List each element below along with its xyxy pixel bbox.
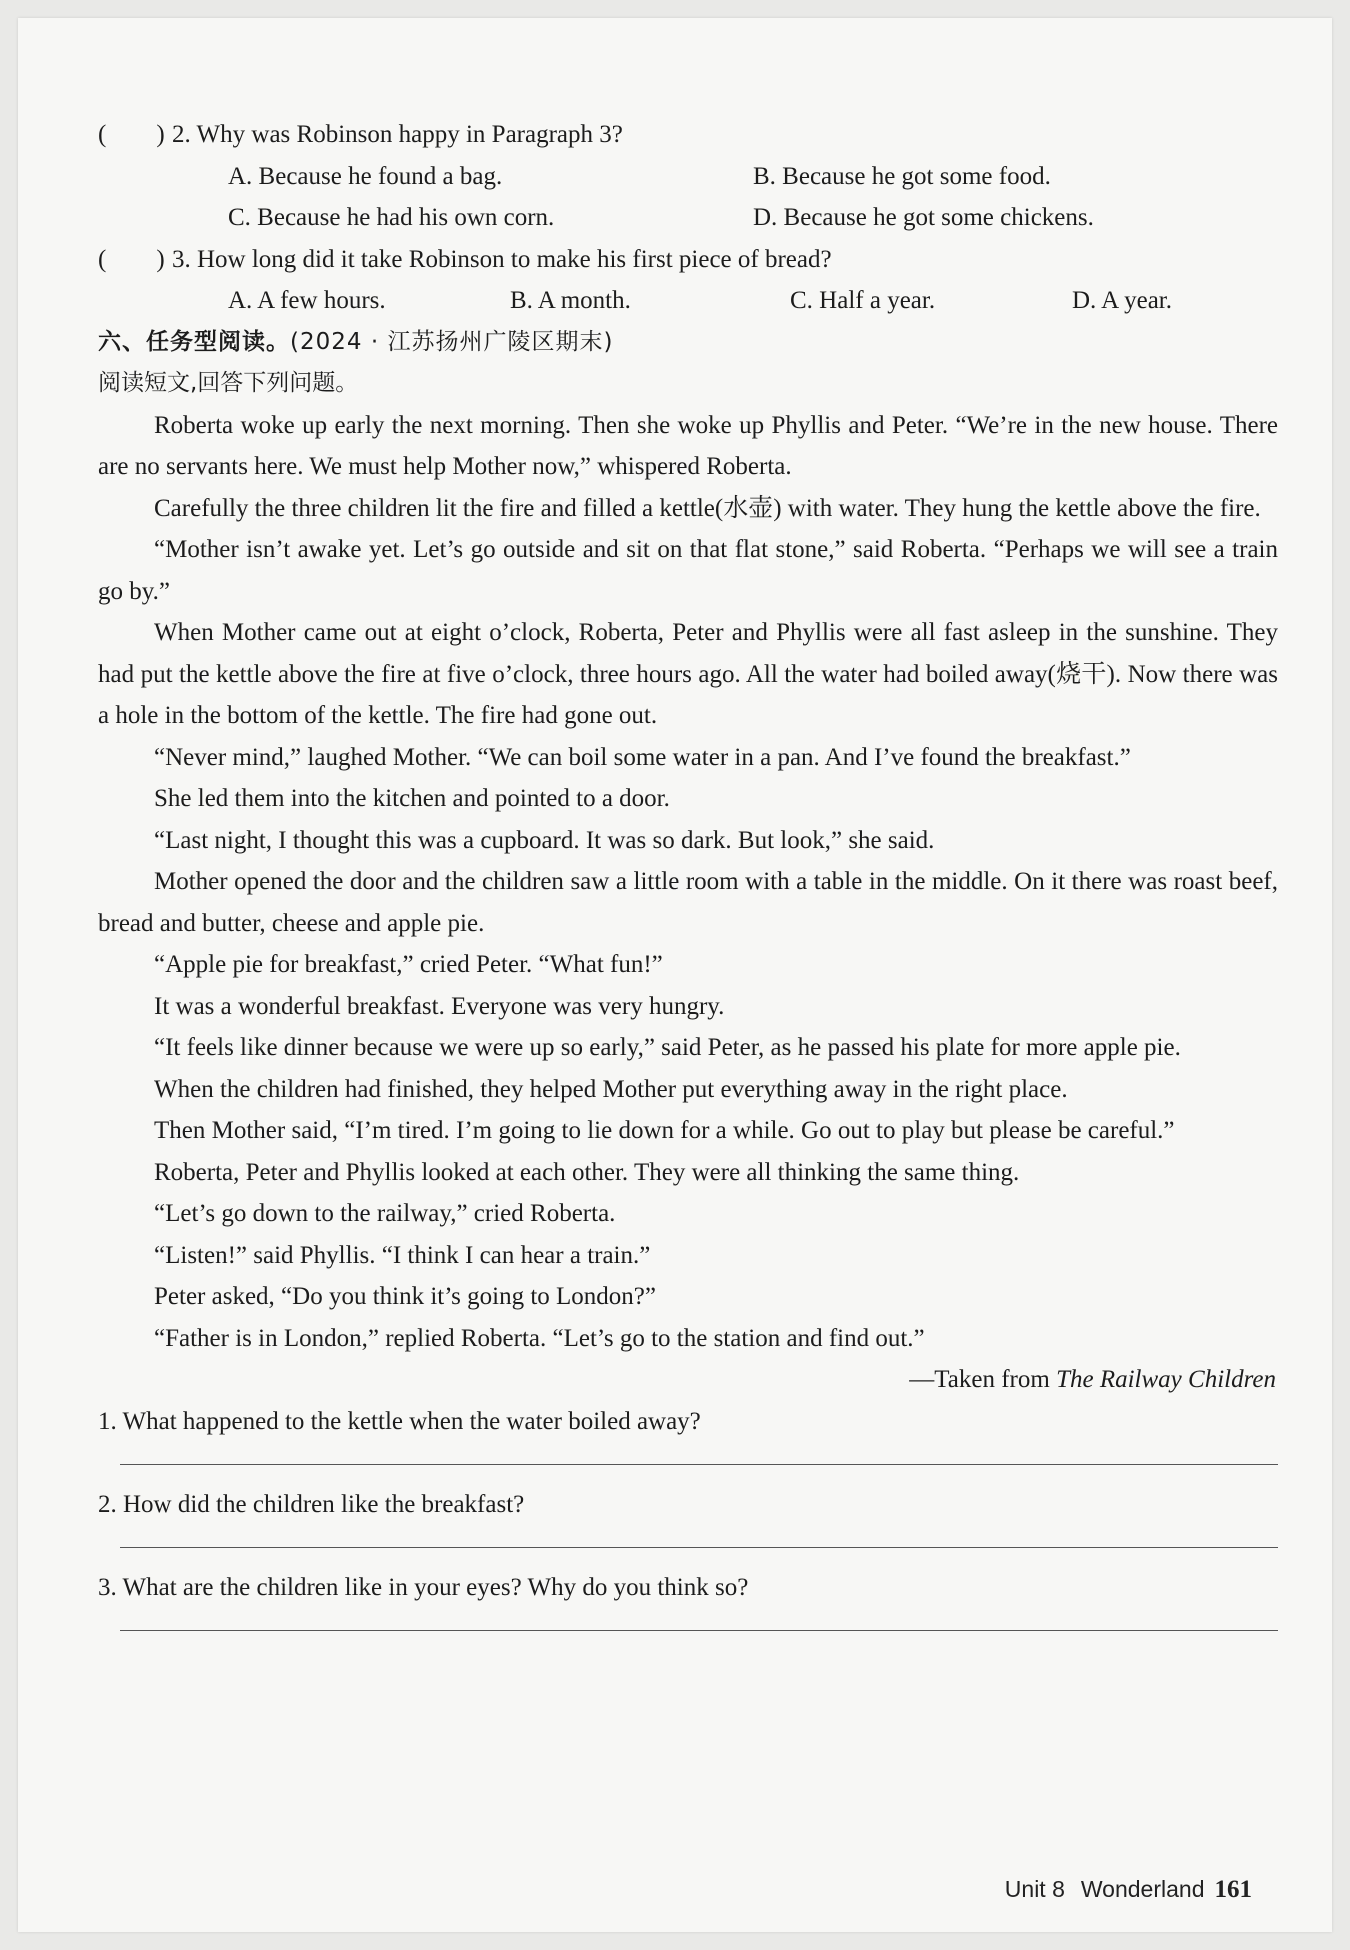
option-b: B. A month. <box>510 287 631 314</box>
passage-paragraph: “Let’s go down to the railway,” cried Roberta. <box>154 1200 616 1227</box>
passage-paragraph: When the children had finished, they helped Mother put everything away in the right place. <box>154 1075 1068 1103</box>
passage-paragraph: “It feels like dinner because we were up so early,” said Peter, as he passed his plate for more apple pie. <box>154 1034 1181 1061</box>
passage-paragraph: Carefully the three children lit the fire and filled a kettle(水壶) with water. They hung the kettle above the fire. <box>154 494 1261 522</box>
source-title: The Railway Children <box>1056 1366 1276 1393</box>
question-text: 2. Why was Robinson happy in Paragraph 3? <box>172 121 623 148</box>
question-3-options <box>98 280 1278 322</box>
passage-paragraph: When Mother came out at eight o’clock, Roberta, Peter and Phyllis were all fast asleep in the sunshine. They had put the kettle above the fire at five o’clock, three hours ago. All the water had boiled away(烧干). Now there was a hole in the bottom of the kettle. The fire had gone out. <box>98 619 1278 729</box>
passage-paragraph: Roberta, Peter and Phyllis looked at each other. They were all thinking the same thing. <box>154 1158 1020 1186</box>
question-2 <box>98 114 1278 156</box>
option-c: C. Half a year. <box>790 287 936 314</box>
passage-paragraph: “Listen!” said Phyllis. “I think I can hear a train.” <box>154 1241 651 1269</box>
passage <box>98 405 1278 1360</box>
passage-paragraph: “Never mind,” laughed Mother. “We can boil some water in a pan. And I’ve found the breakfast.” <box>154 743 1131 771</box>
passage-paragraph: She led them into the kitchen and pointed to a door. <box>154 785 670 812</box>
passage-paragraph: “Apple pie for breakfast,” cried Peter. “What fun!” <box>154 951 663 978</box>
footer-title: Wonderland <box>1080 1876 1205 1902</box>
answer-question-1: 1. What happened to the kettle when the water boiled away? <box>98 1407 701 1435</box>
section-heading <box>98 322 1278 364</box>
workbook-page <box>18 18 1332 1932</box>
option-d: D. Because he got some chickens. <box>753 204 1094 231</box>
question-2-options-row-2 <box>98 197 1278 239</box>
option-d: D. A year. <box>1072 287 1172 314</box>
answer-question-3: 3. What are the children like in your eyes? Why do you think so? <box>98 1573 749 1601</box>
option-b: B. Because he got some food. <box>753 162 1051 190</box>
answer-paren[interactable]: ( ) <box>98 121 165 148</box>
option-a: A. A few hours. <box>228 287 386 314</box>
page-number: 161 <box>1214 1876 1252 1903</box>
passage-paragraph: “Father is in London,” replied Roberta. “Let’s go to the station and find out.” <box>154 1324 925 1352</box>
passage-paragraph: Then Mother said, “I’m tired. I’m going to lie down for a while. Go out to play but please be careful.” <box>154 1117 1175 1144</box>
page-footer <box>1005 1876 1252 1904</box>
answer-question-2: 2. How did the children like the breakfast? <box>98 1490 525 1518</box>
question-text: 3. How long did it take Robinson to make his first piece of bread? <box>172 245 832 273</box>
answer-paren[interactable]: ( ) <box>98 245 165 273</box>
passage-paragraph: “Mother isn’t awake yet. Let’s go outside and sit on that flat stone,” said Roberta. “Perhaps we will see a train go by.” <box>98 536 1278 605</box>
passage-paragraph: Roberta woke up early the next morning. Then she woke up Phyllis and Peter. “We’re in the new house. There are no servants here. We must help Mother now,” whispered Roberta. <box>98 411 1278 480</box>
answer-line-1[interactable] <box>98 1442 1278 1484</box>
passage-paragraph: It was a wonderful breakfast. Everyone was very hungry. <box>154 992 725 1020</box>
page-content <box>98 114 1278 1650</box>
passage-paragraph: Mother opened the door and the children saw a little room with a table in the middle. On it there was roast beef, bread and butter, cheese and apple pie. <box>98 868 1278 937</box>
option-c: C. Because he had his own corn. <box>228 204 555 231</box>
question-3 <box>98 239 1278 281</box>
section-instruction: 阅读短文,回答下列问题。 <box>98 370 359 396</box>
answer-line-2[interactable] <box>98 1525 1278 1567</box>
option-a: A. Because he found a bag. <box>228 162 503 190</box>
answer-line-3[interactable] <box>98 1608 1278 1650</box>
section-title: 六、任务型阅读。 <box>98 328 290 355</box>
passage-paragraph: Peter asked, “Do you think it’s going to London?” <box>154 1283 657 1310</box>
question-2-options-row-1 <box>98 156 1278 198</box>
passage-paragraph: “Last night, I thought this was a cupboard. It was so dark. But look,” she said. <box>154 826 935 854</box>
source-prefix: —Taken from <box>909 1366 1057 1393</box>
footer-unit: Unit 8 <box>1004 1876 1065 1902</box>
section-source: (2024 · 江苏扬州广陵区期末) <box>290 328 614 355</box>
passage-source <box>98 1359 1278 1401</box>
